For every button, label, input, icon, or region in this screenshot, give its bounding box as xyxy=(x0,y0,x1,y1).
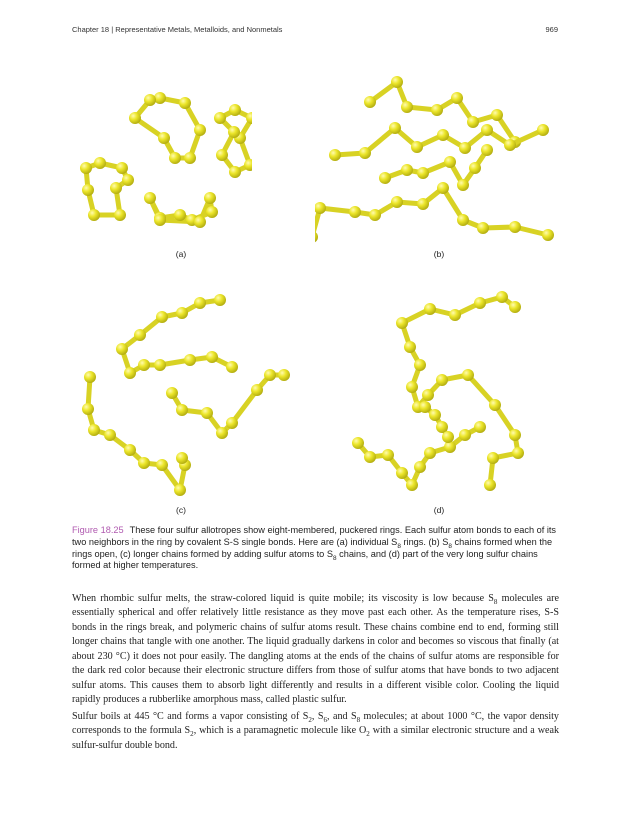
sulfur-chain xyxy=(379,144,493,191)
sulfur-atom xyxy=(204,192,216,204)
sulfur-atom xyxy=(467,116,479,128)
sulfur-atom xyxy=(124,367,136,379)
sulfur-atom xyxy=(462,369,474,381)
sulfur-atom xyxy=(176,452,188,464)
sulfur-atom xyxy=(431,104,443,116)
figure-number: Figure 18.25 xyxy=(72,525,124,535)
figure-panel-b xyxy=(315,70,560,245)
sulfur-atom xyxy=(154,214,166,226)
sulfur-atom xyxy=(116,162,128,174)
caption-subscript: 8 xyxy=(332,554,337,562)
sulfur-atom xyxy=(169,152,181,164)
sulfur-atom xyxy=(124,444,136,456)
sulfur-ring xyxy=(144,192,218,228)
sulfur-atom xyxy=(491,109,503,121)
caption-text: rings. (b) S xyxy=(400,536,449,547)
sulfur-atom xyxy=(417,167,429,179)
sulfur-atom xyxy=(396,467,408,479)
sulfur-atom xyxy=(457,214,469,226)
sulfur-atom xyxy=(457,179,469,191)
figure-caption xyxy=(72,525,560,572)
sulfur-atom xyxy=(487,452,499,464)
body-paragraph-melting xyxy=(72,592,559,708)
sulfur-atom xyxy=(84,371,96,383)
sulfur-chain xyxy=(352,421,486,491)
sulfur-chain xyxy=(315,182,554,243)
sulfur-atom xyxy=(512,447,524,459)
sulfur-atom xyxy=(104,429,116,441)
sulfur-atom xyxy=(226,361,238,373)
chapter-heading xyxy=(72,25,282,34)
sulfur-atom xyxy=(477,222,489,234)
sulfur-chain xyxy=(166,369,290,439)
sulfur-atom xyxy=(229,166,241,178)
paragraph-subscript: 2 xyxy=(366,730,370,739)
sulfur-atom xyxy=(158,132,170,144)
paragraph-subscript: 6 xyxy=(323,716,328,725)
sulfur-atom xyxy=(359,147,371,159)
page-number: 969 xyxy=(545,25,558,34)
sulfur-atom xyxy=(278,369,290,381)
sulfur-atom xyxy=(228,126,240,138)
sulfur-atom xyxy=(364,96,376,108)
sulfur-atom xyxy=(138,457,150,469)
sulfur-atom xyxy=(194,216,206,228)
sulfur-atom xyxy=(88,209,100,221)
sulfur-atom xyxy=(206,351,218,363)
sulfur-atom xyxy=(459,142,471,154)
sulfur-atom xyxy=(174,209,186,221)
sulfur-atom xyxy=(411,141,423,153)
figure-panel-a xyxy=(72,70,252,245)
sulfur-atom xyxy=(176,404,188,416)
sulfur-atom xyxy=(138,359,150,371)
bond xyxy=(232,390,257,423)
sulfur-atom xyxy=(114,209,126,221)
sulfur-atom xyxy=(449,309,461,321)
sulfur-atom xyxy=(401,101,413,113)
sulfur-atom xyxy=(417,198,429,210)
header-separator: | xyxy=(111,25,114,34)
sulfur-atom xyxy=(154,92,166,104)
sulfur-atom xyxy=(194,124,206,136)
sulfur-rings-illustration xyxy=(72,70,252,245)
sulfur-atom xyxy=(129,112,141,124)
sulfur-atom xyxy=(206,206,218,218)
sulfur-atom xyxy=(442,431,454,443)
longer-sulfur-chains-illustration xyxy=(72,285,297,500)
sulfur-atom xyxy=(184,152,196,164)
sulfur-atom xyxy=(391,196,403,208)
sulfur-atom xyxy=(176,307,188,319)
sulfur-atom xyxy=(444,441,456,453)
sulfur-atom xyxy=(379,172,391,184)
sulfur-atom xyxy=(352,437,364,449)
paragraph-text: , and S xyxy=(327,711,357,722)
sulfur-atom xyxy=(429,409,441,421)
sulfur-atom xyxy=(489,399,501,411)
sulfur-atom xyxy=(144,94,156,106)
caption-text: chains formed when the rings open, (c) longer chains formed by adding sulfur atoms to S xyxy=(72,536,553,559)
sulfur-atom xyxy=(174,484,186,496)
panel-label-b: (b) xyxy=(433,249,445,259)
sulfur-atom xyxy=(436,421,448,433)
paragraph-text: with a similar electronic structure and a weak sulfur-sulfur double bond. xyxy=(72,725,559,751)
chapter-title: Representative Metals, Metalloids, and Nonmetals xyxy=(115,25,283,34)
sulfur-atom xyxy=(444,156,456,168)
sulfur-atom xyxy=(509,429,521,441)
sulfur-atom xyxy=(509,301,521,313)
sulfur-atom xyxy=(382,449,394,461)
sulfur-chain xyxy=(419,401,454,443)
sulfur-atom xyxy=(391,76,403,88)
sulfur-atom xyxy=(459,429,471,441)
sulfur-atom xyxy=(481,124,493,136)
sulfur-atom xyxy=(329,149,341,161)
figure-panel-c xyxy=(72,285,297,500)
sulfur-atom xyxy=(474,421,486,433)
sulfur-atom xyxy=(156,311,168,323)
sulfur-atom xyxy=(229,104,241,116)
sulfur-atom xyxy=(537,124,549,136)
sulfur-atom xyxy=(436,374,448,386)
sulfur-atom xyxy=(166,387,178,399)
chapter-number: Chapter 18 xyxy=(72,25,110,34)
sulfur-atom xyxy=(226,417,238,429)
panel-label-d: (d) xyxy=(433,505,445,515)
panel-label-c: (c) xyxy=(176,505,186,515)
sulfur-chain xyxy=(396,291,524,491)
sulfur-atom xyxy=(216,427,228,439)
sulfur-ring xyxy=(80,157,134,221)
sulfur-atom xyxy=(437,129,449,141)
paragraph-subscript: 2 xyxy=(190,730,194,739)
sulfur-atom xyxy=(179,97,191,109)
sulfur-atom xyxy=(484,479,496,491)
sulfur-atom xyxy=(184,354,196,366)
panel-label-a: (a) xyxy=(175,249,187,259)
sulfur-atom xyxy=(82,403,94,415)
sulfur-atom xyxy=(369,209,381,221)
sulfur-atom xyxy=(194,297,206,309)
sulfur-ring xyxy=(129,92,206,164)
sulfur-atom xyxy=(122,174,134,186)
sulfur-atom xyxy=(94,157,106,169)
sulfur-atom xyxy=(422,389,434,401)
caption-text: chains, and (d) part of the very long sulfur chains formed at higher temperatures. xyxy=(72,548,538,571)
paragraph-text: , which is a paramagnetic molecule like O xyxy=(193,725,367,737)
sulfur-atom xyxy=(389,122,401,134)
paragraph-subscript: 2 xyxy=(308,716,312,725)
sulfur-atom xyxy=(414,461,426,473)
sulfur-atom xyxy=(414,359,426,371)
sulfur-atom xyxy=(424,303,436,315)
bond xyxy=(468,375,495,405)
sulfur-atom xyxy=(88,424,100,436)
figure-panel-d xyxy=(340,285,530,500)
paragraph-text: When rhombic sulfur melts, the straw-colored liquid is quite mobile; its viscosity is low because S xyxy=(72,593,494,604)
sulfur-atom xyxy=(401,164,413,176)
caption-subscript: 8 xyxy=(448,542,452,550)
sulfur-atom xyxy=(406,479,418,491)
paragraph-text: , S xyxy=(311,711,324,722)
sulfur-atom xyxy=(542,229,554,241)
sulfur-atom xyxy=(474,297,486,309)
paragraph-text: molecules are essentially spherical and offer relatively little resistance as they move past each other. As the temperature rises, S-S bonds in the rings break, and polymeric chains of sulfur atoms result. These chains combine end to end, forming still longer chains that tangle with one another. The liquid gradually darkens in color and becomes so viscous that finally (at about 230 °C) it does not pour easily. The dangling atoms at the ends of the chains of sulfur atoms are responsible for the dark red color because their electronic structure differs from those of sulfur atoms that have bonds to two adjacent sulfur atoms. This causes them to absorb light differently and results in a different visible color. Cooling the liquid rapidly produces a rubberlike amorphous mass, called plastic sulfur. xyxy=(72,593,559,706)
very-long-sulfur-chains-illustration xyxy=(340,285,530,500)
sulfur-atom xyxy=(201,407,213,419)
sulfur-atom xyxy=(509,221,521,233)
sulfur-atom xyxy=(144,192,156,204)
sulfur-atom xyxy=(251,384,263,396)
sulfur-atom xyxy=(364,451,376,463)
sulfur-atom xyxy=(481,144,493,156)
sulfur-atom xyxy=(504,139,516,151)
sulfur-atom xyxy=(469,162,481,174)
sulfur-atom xyxy=(154,359,166,371)
paragraph-text: molecules; at about 1000 °C, the vapor density corresponds to the formula S xyxy=(72,711,559,737)
sulfur-atom xyxy=(404,341,416,353)
sulfur-atom xyxy=(424,447,436,459)
sulfur-atom xyxy=(437,182,449,194)
sulfur-atom xyxy=(496,291,508,303)
sulfur-atom xyxy=(315,231,318,243)
sulfur-atom xyxy=(116,343,128,355)
caption-subscript: 8 xyxy=(397,542,401,550)
sulfur-chains-illustration xyxy=(315,70,560,245)
sulfur-atom xyxy=(82,184,94,196)
sulfur-atom xyxy=(406,381,418,393)
sulfur-atom xyxy=(110,182,122,194)
sulfur-atom xyxy=(315,202,326,214)
sulfur-atom xyxy=(419,401,431,413)
sulfur-atom xyxy=(396,317,408,329)
sulfur-atom xyxy=(214,112,226,124)
sulfur-atom xyxy=(80,162,92,174)
paragraph-text: Sulfur boils at 445 °C and forms a vapor consisting of S xyxy=(72,711,309,722)
sulfur-atom xyxy=(214,294,226,306)
body-paragraph-boiling xyxy=(72,710,559,753)
sulfur-atom xyxy=(156,459,168,471)
sulfur-ring xyxy=(214,104,252,178)
sulfur-atom xyxy=(134,329,146,341)
sulfur-chain xyxy=(329,122,549,161)
sulfur-chain xyxy=(116,294,238,379)
paragraph-subscript: 8 xyxy=(493,598,498,607)
caption-text: These four sulfur allotropes show eight-membered, puckered rings. Each sulfur atom bonds to each of its two neighbors in the ring by covalent S-S single bonds. Here are (a) individual S xyxy=(72,525,557,547)
paragraph-subscript: 8 xyxy=(356,716,361,725)
sulfur-atom xyxy=(264,369,276,381)
sulfur-atom xyxy=(349,206,361,218)
sulfur-atom xyxy=(216,149,228,161)
sulfur-atom xyxy=(451,92,463,104)
